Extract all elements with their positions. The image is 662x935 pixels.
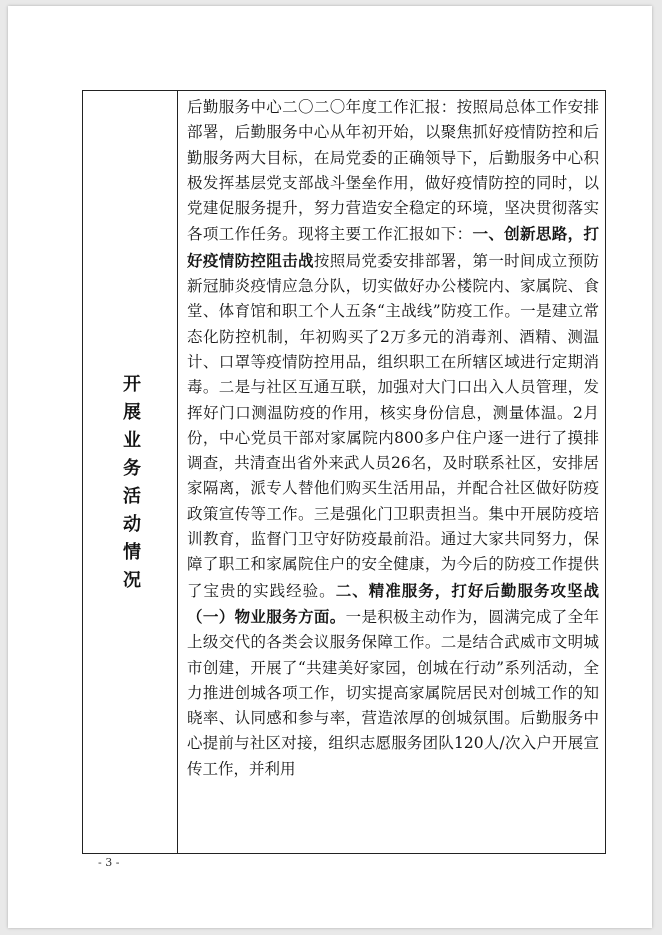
- work-report-content: [187, 95, 599, 782]
- heading-two: 二、精准服务，打好后勤服务攻坚战（一）物业服务方面。: [187, 580, 599, 626]
- intro-text: 后勤服务中心二〇二〇年度工作汇报：按照局总体工作安排部署，后勤服务中心从年初开始，以聚焦抓好疫情防控和后勤服务两大目标，在局党委的正确领导下，后勤服务中心积极发挥基层党支部战斗堡垒作用，做好疫情防控的同时，以党建促服务提升，努力营造安全稳定的环境，坚决贯彻落实各项工作任务。现将主要工作汇报如下：: [187, 98, 599, 244]
- epidemic-section-text: 按照局党委安排部署，第一时间成立预防新冠肺炎疫情应急分队，切实做好办公楼院内、家属院、食堂、体育馆和职工个人五条“主战线”防疫工作。一是建立常态化防控机制，年初购买了2万多元的消毒剂、酒精、测温计、口罩等疫情防控用品，组织职工在所辖区域进行定期消毒。二是与社区互通互联，加强对大门口出入人员管理，发挥好门口测温防疫的作用，核实身份信息，测量体温。2月份，中心党员干部对家属院内800多户住户逐一进行了摸排调查，共清查出省外来武人员26名，及时联系社区，安排居家隔离，派专人替他们购买生活用品，并配合社区做好防疫政策宣传等工作。三是强化门卫职责担当。集中开展防疫培训教育，监督门卫守好防疫最前沿。通过大家共同努力，保障了职工和家属院住户的安全健康，为今后的防疫工作提供了宝贵的实践经验。: [187, 251, 599, 600]
- section-label-cell: [83, 91, 177, 853]
- column-divider: [177, 91, 178, 853]
- property-service-text: 一是积极主动作为，圆满完成了全年上级交代的各类会议服务保障工作。二是结合武威市文明城市创建，开展了“共建美好家园，创城在行动”系列活动，全力推进创城各项工作，切实提高家属院居民对创城工作的知晓率、认同感和参与率，营造浓厚的创城氛围。后勤服务中心提前与社区对接，组织志愿服务团队120人/次入户开展宣传工作，并利用: [187, 607, 599, 778]
- heading-one: 一、创新思路，打好疫情防控阻击战: [187, 224, 599, 270]
- section-label: 开展业务活动情况: [120, 374, 141, 598]
- page-number: - 3 -: [98, 856, 120, 869]
- report-table: [82, 90, 606, 854]
- document-page: [8, 6, 652, 928]
